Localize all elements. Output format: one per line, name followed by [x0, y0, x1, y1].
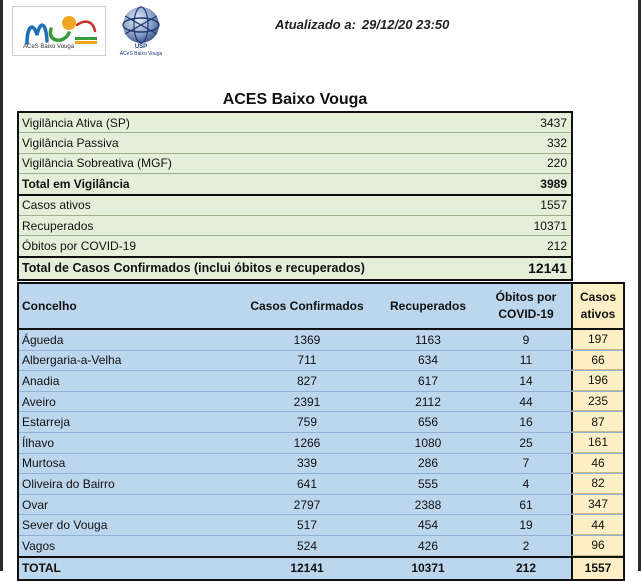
- summary-label: Vigilância Ativa (SP): [22, 115, 130, 130]
- cell-ativos: 44: [571, 515, 623, 535]
- summary-row: [19, 133, 571, 153]
- usp-logo-sublettering: ACeS Baixo Vouga: [119, 51, 163, 57]
- cell-obitos: 19: [519, 518, 533, 533]
- cell-concelho: Águeda: [22, 332, 64, 347]
- cell-recuperados: 2388: [414, 497, 442, 512]
- summary-row: [19, 196, 571, 216]
- cell-confirmados: 2797: [293, 497, 321, 512]
- header-ativos-line2: ativos: [580, 307, 616, 321]
- cell-obitos: 9: [522, 332, 530, 347]
- cell-confirmados: 711: [297, 353, 317, 368]
- table-header: [19, 284, 623, 330]
- header-recuperados: Recuperados: [389, 299, 467, 313]
- cell-recuperados: 617: [417, 373, 439, 388]
- cell-obitos: 44: [519, 394, 533, 409]
- cell-concelho: Sever do Vouga: [22, 518, 108, 533]
- cell-concelho: Oliveira do Bairro: [22, 476, 115, 491]
- cell-confirmados: 827: [296, 373, 318, 388]
- updated-timestamp: [275, 17, 449, 32]
- total-confirmados: 12141: [290, 561, 324, 576]
- cell-ativos: 197: [571, 330, 623, 350]
- table-row: [19, 330, 623, 351]
- cell-recuperados: 656: [417, 415, 439, 430]
- cell-recuperados: 454: [417, 518, 439, 533]
- cell-confirmados: 641: [296, 476, 318, 491]
- cell-confirmados: 759: [296, 415, 318, 430]
- cell-obitos: 2: [522, 538, 530, 553]
- table-row: [19, 351, 623, 372]
- cell-ativos: 87: [571, 412, 623, 432]
- cell-recuperados: 1163: [415, 332, 441, 347]
- cell-obitos: 61: [519, 497, 533, 512]
- table-row: [19, 515, 623, 536]
- header-concelho: Concelho: [22, 299, 77, 313]
- table-total-row: [19, 556, 623, 579]
- table-row: [19, 433, 623, 454]
- cell-recuperados: 555: [417, 476, 439, 491]
- header-confirmados: Casos Confirmados: [250, 299, 364, 313]
- cell-concelho: Murtosa: [22, 456, 66, 471]
- cell-confirmados: 1369: [293, 332, 321, 347]
- table-row: [19, 371, 623, 392]
- cell-obitos: 7: [522, 456, 530, 471]
- updated-label: Atualizado a:: [275, 17, 356, 32]
- header-ativos-line1: Casos: [579, 290, 617, 304]
- table-row: [19, 536, 623, 556]
- summary-label: Vigilância Sobreativa (MGF): [22, 156, 172, 171]
- summary-label: Total de Casos Confirmados (inclui óbitos e recuperados): [22, 261, 365, 276]
- total-ativos: 1557: [571, 558, 623, 579]
- cell-recuperados: 1080: [414, 435, 442, 450]
- summary-value: 3989: [540, 176, 567, 191]
- cell-recuperados: 634: [417, 353, 439, 368]
- cell-ativos: 96: [571, 536, 623, 556]
- cell-ativos: 347: [571, 495, 623, 515]
- summary-label: Óbitos por COVID-19: [22, 239, 137, 254]
- table-row: [19, 454, 623, 475]
- cell-confirmados: 1266: [293, 435, 321, 450]
- report-title: ACES Baixo Vouga: [222, 91, 368, 108]
- summary-label: Total em Vigilância: [22, 176, 130, 191]
- header-obitos-line2: COVID-19: [498, 307, 554, 321]
- summary-value: 1557: [540, 198, 567, 213]
- cell-concelho: Anadia: [22, 373, 60, 388]
- cell-obitos: 16: [519, 415, 533, 430]
- table-body: [19, 330, 623, 556]
- summary-row-total-vigilancia: [19, 174, 571, 195]
- cell-ativos: 196: [571, 371, 623, 391]
- table-row: [19, 392, 623, 413]
- summary-value: 220: [546, 156, 567, 171]
- cell-concelho: Albergaria-a-Velha: [22, 353, 122, 368]
- summary-row-total-confirmados: [19, 258, 571, 279]
- concelho-table: [17, 282, 625, 581]
- cell-confirmados: 2391: [293, 394, 321, 409]
- summary-value: 10371: [533, 218, 567, 233]
- summary-value: 332: [546, 136, 567, 151]
- summary-table: [17, 111, 573, 281]
- cell-concelho: Ovar: [22, 497, 49, 512]
- cell-ativos: 66: [571, 351, 623, 371]
- usp-logo-globe: [110, 4, 172, 46]
- header-obitos-line1: Óbitos por: [495, 290, 557, 304]
- summary-row: [19, 113, 571, 133]
- cell-ativos: 82: [571, 474, 623, 494]
- cell-ativos: 235: [571, 392, 623, 412]
- summary-row: [19, 216, 571, 236]
- page-border-left: [0, 0, 3, 571]
- total-recuperados: 10371: [411, 561, 445, 576]
- total-label: TOTAL: [22, 561, 61, 576]
- cell-confirmados: 339: [296, 456, 318, 471]
- cell-obitos: 25: [519, 435, 533, 450]
- cell-concelho: Aveiro: [22, 394, 56, 409]
- aces-logo-lettering: ACeS Baixo Vouga: [23, 44, 75, 50]
- table-row: [19, 412, 623, 433]
- header-ativos: [571, 284, 623, 328]
- usp-logo-lettering: USP: [134, 44, 148, 50]
- summary-row: [19, 236, 571, 257]
- cell-concelho: Estarreja: [22, 415, 71, 430]
- summary-label: Vigilância Passiva: [22, 136, 119, 151]
- summary-row: [19, 154, 571, 174]
- summary-value: 12141: [528, 260, 567, 277]
- cell-ativos: 46: [571, 454, 623, 474]
- summary-label: Recuperados: [22, 218, 94, 233]
- cell-obitos: 4: [522, 476, 530, 491]
- cell-obitos: 14: [519, 373, 533, 388]
- cell-confirmados: 524: [296, 538, 318, 553]
- updated-date: 29/12/20 23:50: [361, 17, 450, 32]
- cell-confirmados: 517: [296, 518, 318, 533]
- summary-label: Casos ativos: [22, 198, 91, 213]
- table-row: [19, 474, 623, 495]
- cell-concelho: Vagos: [22, 538, 56, 553]
- summary-value: 3437: [540, 115, 567, 130]
- table-row: [19, 495, 623, 516]
- aces-logo: [12, 6, 106, 56]
- header-obitos: [481, 289, 571, 323]
- cell-recuperados: 426: [417, 538, 439, 553]
- cell-recuperados: 2112: [415, 394, 441, 409]
- total-obitos: 212: [515, 561, 537, 576]
- cell-recuperados: 286: [417, 456, 439, 471]
- summary-value: 212: [546, 239, 567, 254]
- usp-logo: [110, 4, 172, 58]
- cell-ativos: 161: [571, 433, 623, 453]
- cell-concelho: Ílhavo: [22, 435, 55, 450]
- cell-obitos: 11: [519, 353, 533, 368]
